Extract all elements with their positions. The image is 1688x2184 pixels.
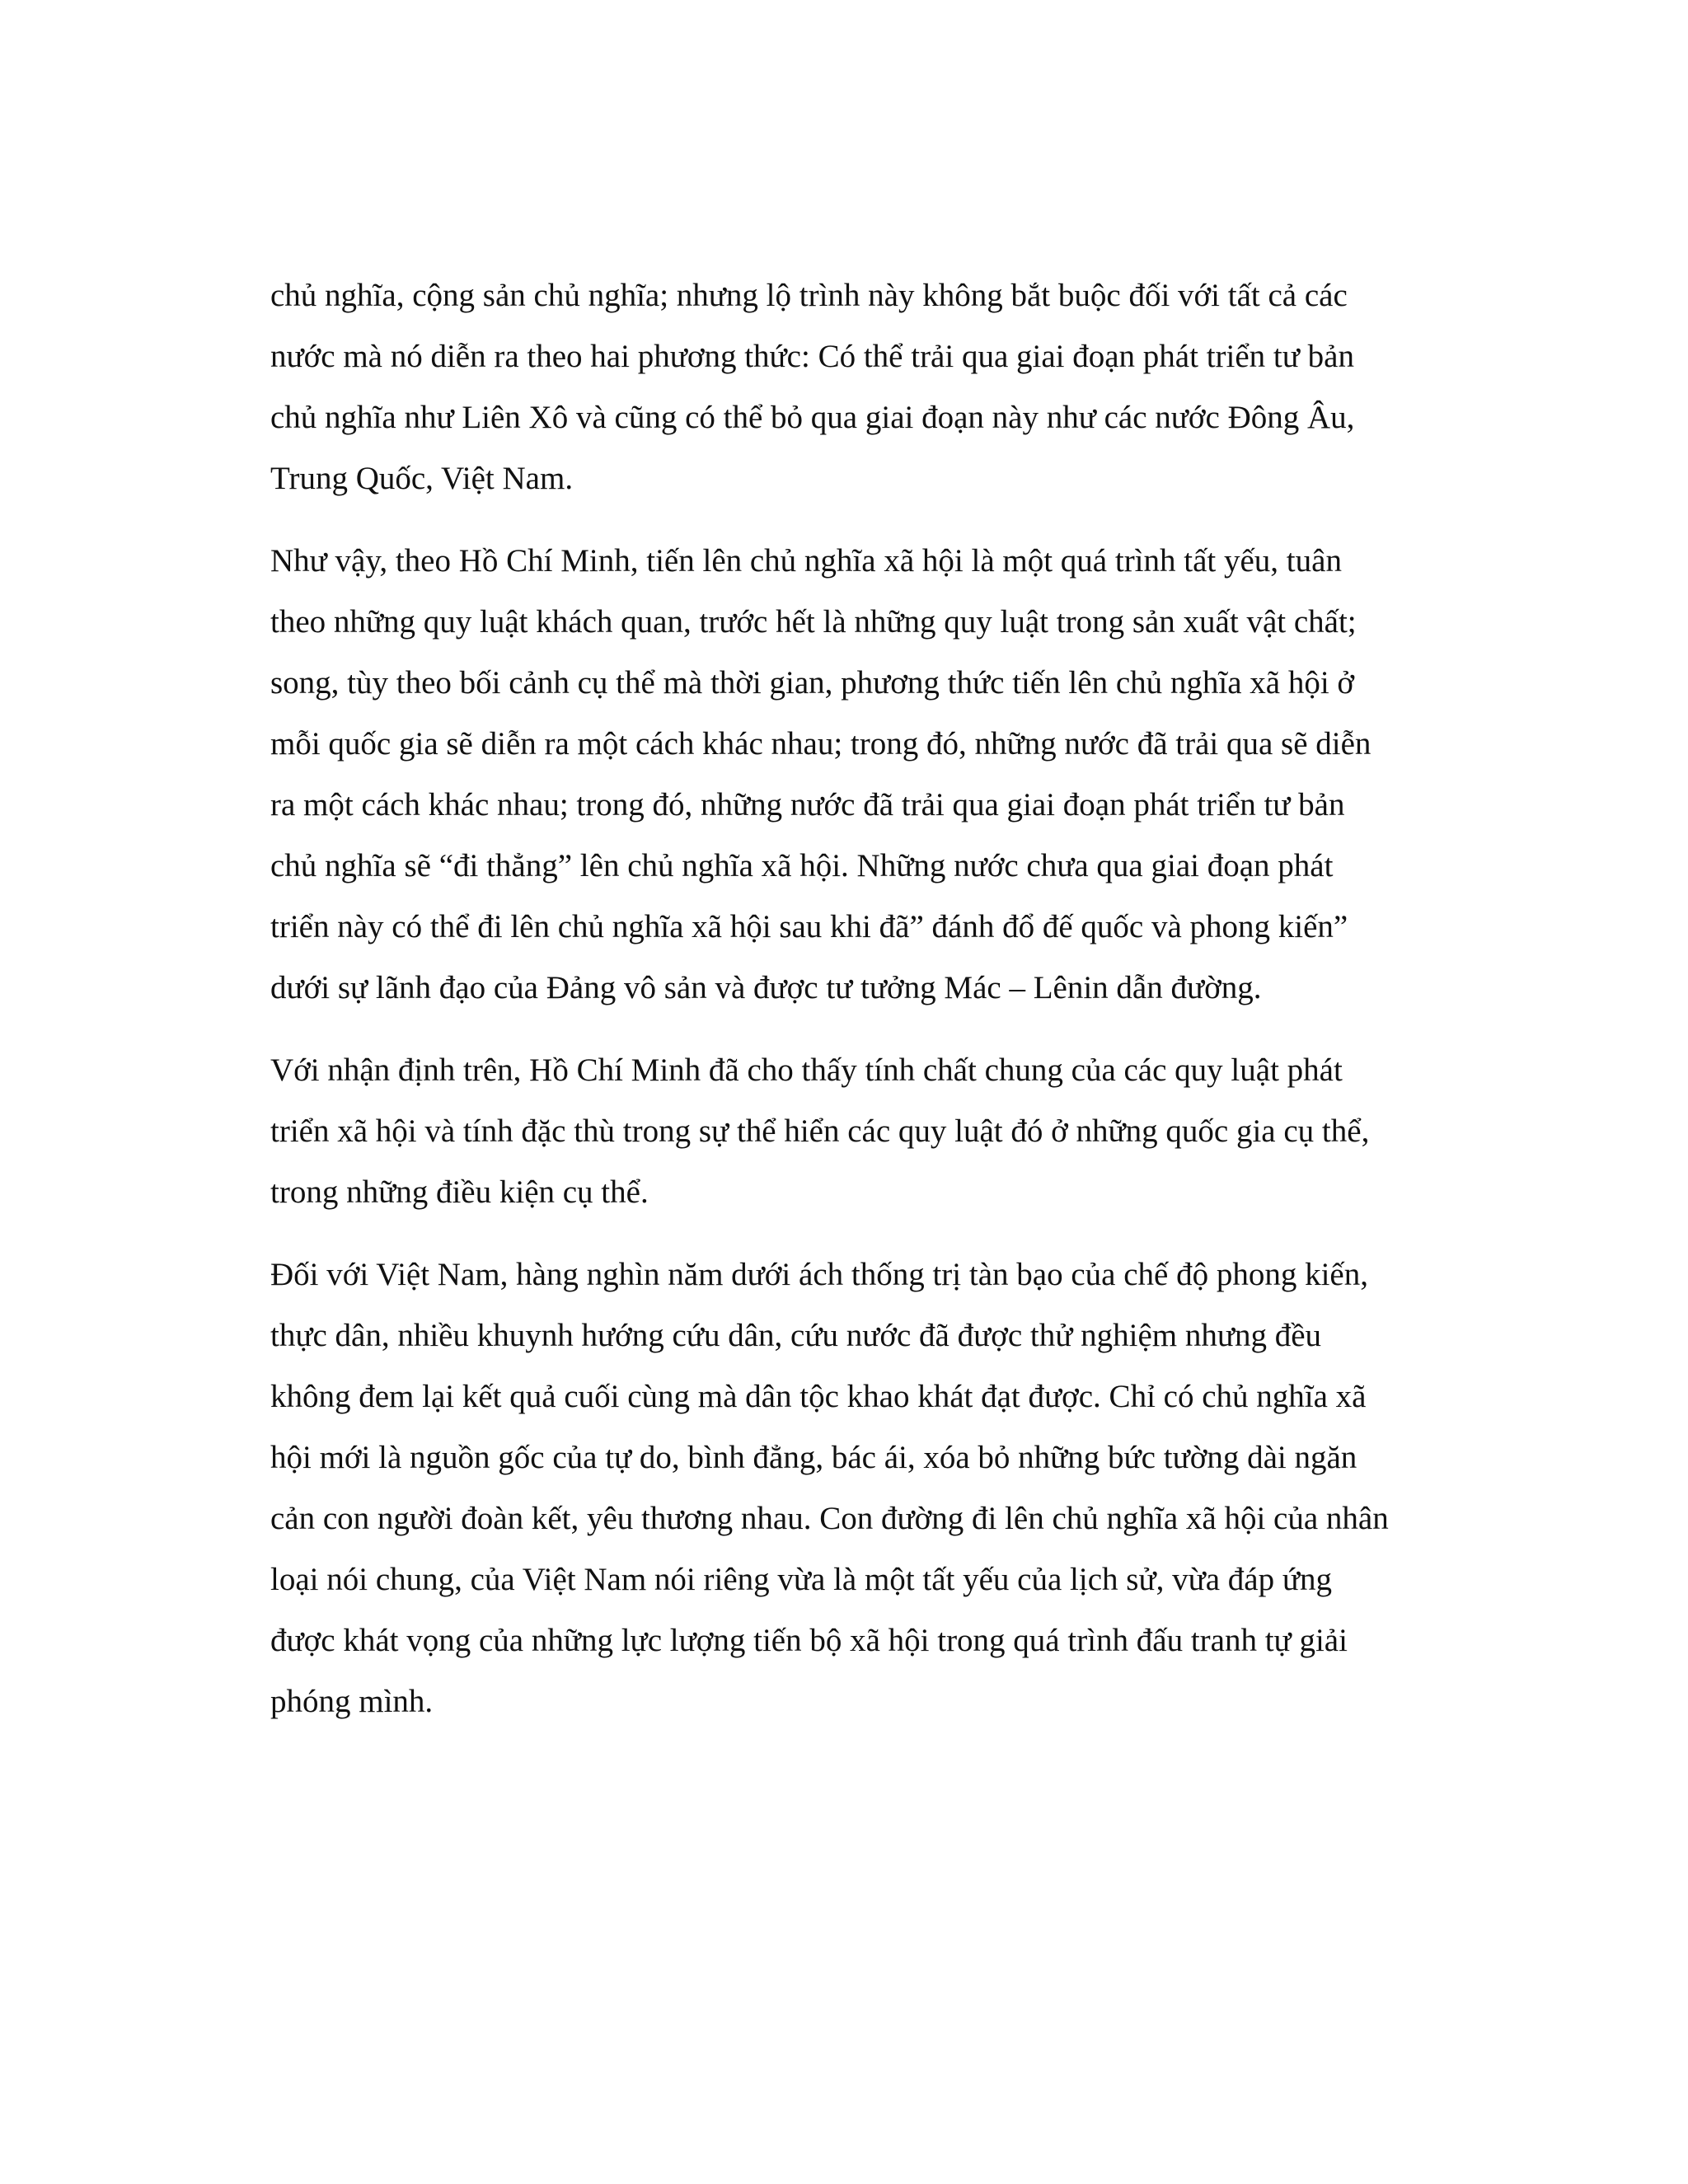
paragraph-3: Với nhận định trên, Hồ Chí Minh đã cho thấy tính chất chung của các quy luật phát triển xã hội và tính đặc thù trong sự thể hiển các quy luật đó ở những quốc gia cụ thể, trong những điều kiện cụ thể.: [270, 1052, 1370, 1210]
paragraph-1: chủ nghĩa, cộng sản chủ nghĩa; nhưng lộ trình này không bắt buộc đối với tất cả các nước mà nó diễn ra theo hai phương thức: Có thể trải qua giai đoạn phát triển tư bản chủ nghĩa như Liên Xô và cũng có thể bỏ qua giai đoạn này như các nước Đông Âu, Trung Quốc, Việt Nam.: [270, 278, 1355, 496]
document-body: [270, 265, 1500, 1732]
paragraph-4: Đối với Việt Nam, hàng nghìn năm dưới ách thống trị tàn bạo của chế độ phong kiến, thực dân, nhiều khuynh hướng cứu dân, cứu nước đã được thử nghiệm nhưng đều không đem lại kết quả cuối cùng mà dân tộc khao khát đạt được. Chỉ có chủ nghĩa xã hội mới là nguồn gốc của tự do, bình đẳng, bác ái, xóa bỏ những bức tường dài ngăn cản con người đoàn kết, yêu thương nhau. Con đường đi lên chủ nghĩa xã hội của nhân loại nói chung, của Việt Nam nói riêng vừa là một tất yếu của lịch sử, vừa đáp ứng được khát vọng của những lực lượng tiến bộ xã hội trong quá trình đấu tranh tự giải phóng mình.: [270, 1257, 1389, 1719]
paragraph-2: Như vậy, theo Hồ Chí Minh, tiến lên chủ nghĩa xã hội là một quá trình tất yếu, tuân theo những quy luật khách quan, trước hết là những quy luật trong sản xuất vật chất; song, tùy theo bối cảnh cụ thể mà thời gian, phương thức tiến lên chủ nghĩa xã hội ở mỗi quốc gia sẽ diễn ra một cách khác nhau; trong đó, những nước đã trải qua sẽ diễn ra một cách khác nhau; trong đó, những nước đã trải qua giai đoạn phát triển tư bản chủ nghĩa sẽ “đi thẳng” lên chủ nghĩa xã hội. Những nước chưa qua giai đoạn phát triển này có thể đi lên chủ nghĩa xã hội sau khi đã” đánh đổ đế quốc và phong kiến” dưới sự lãnh đạo của Đảng vô sản và được tư tưởng Mác – Lênin dẫn đường.: [270, 543, 1372, 1005]
